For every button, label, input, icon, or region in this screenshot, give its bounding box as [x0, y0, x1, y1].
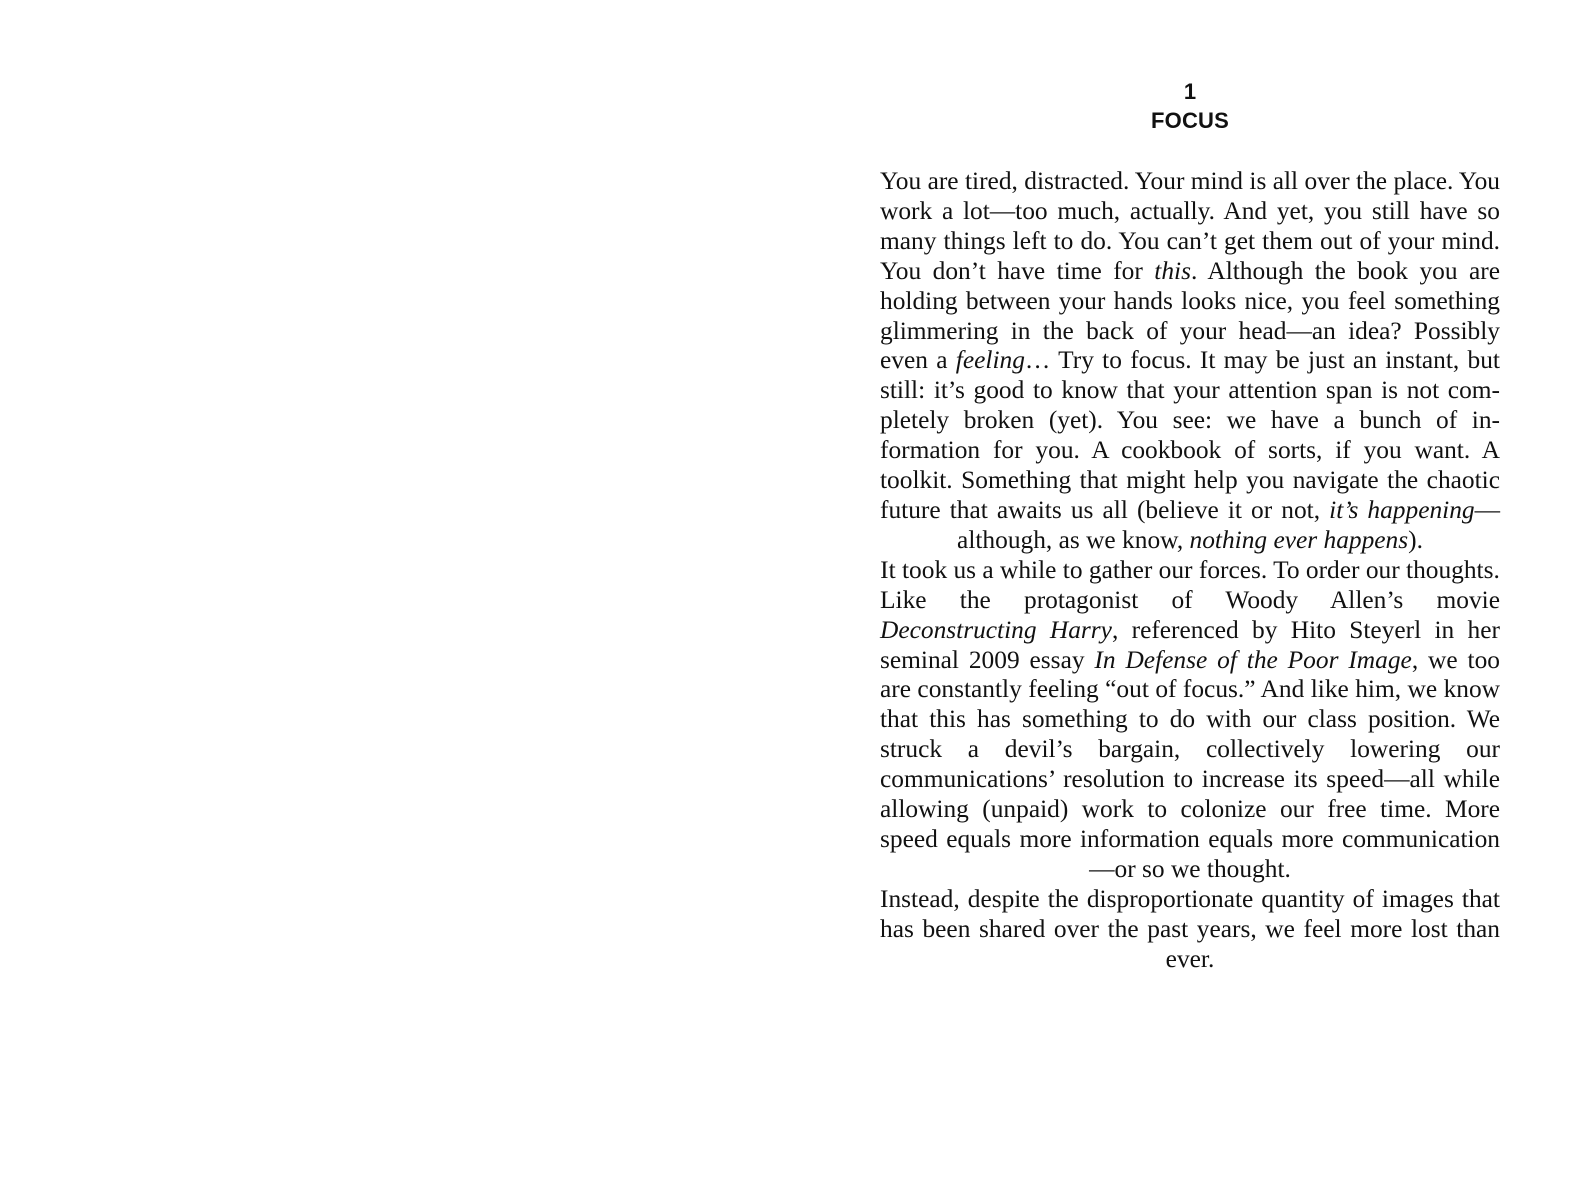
text-run: Instead, despite the disproportionate quantity of images that has been shared over the past years, we feel more lost than ever.	[880, 884, 1500, 973]
text-run: , we too are constantly feeling “out of focus.” And like him, we know that this has something to do with our class position. We struck a devil’s bargain, collectively lowering our communications’ resolution to increase its speed—all while allowing (unpaid) work to colonize our free time. More speed equals more information equals more communication—or so we thought.	[880, 645, 1500, 883]
chapter-number: 1	[1183, 79, 1197, 104]
italic-text-run: it’s happening	[1329, 495, 1475, 524]
text-run: . Although the book you are holding between your hands looks nice, you feel something glimmering in the back of your head—an idea? Possibly even a	[880, 256, 1500, 375]
text-run: You are tired, distracted. Your mind is all over the place. You work a lot—too much, actually. And yet, you still have so many things left to do. You can’t get them out of your mind. You don’t have time for	[880, 167, 1500, 285]
paragraph	[880, 167, 1500, 556]
text-run: It took us a while to gather our forces. To order our thoughts.	[880, 555, 1500, 584]
italic-text-run: nothing ever happens	[1189, 525, 1409, 554]
italic-text-run: this	[1154, 256, 1191, 285]
italic-text-run: In Defense of the Poor Image	[1094, 645, 1412, 674]
paragraph	[880, 586, 1500, 885]
paragraph	[880, 556, 1500, 586]
left-page-blank	[0, 0, 787, 1181]
chapter-body-text	[880, 167, 1500, 974]
text-run: , referenced by Hito Steyerl in her seminal 2009 essay	[880, 615, 1500, 674]
text-run: ).	[1408, 525, 1423, 554]
paragraph	[880, 885, 1500, 975]
text-run: —although, as we know,	[957, 495, 1500, 554]
text-run: Like the protagonist of Woody Allen’s movie	[880, 585, 1500, 614]
italic-text-run: Deconstructing Harry	[880, 615, 1112, 644]
chapter-heading	[880, 78, 1500, 136]
text-run: … Try to focus. It may be just an instant, but still: it’s good to know that your attention span is not completely broken (yet). You see: we have a bunch of information for you. A cookbook of sorts, if you want. A toolkit. Something that might help you navigate the chaotic future that awaits us all (believe it or not,	[880, 346, 1500, 524]
italic-text-run: feeling	[955, 346, 1025, 375]
chapter-title: FOCUS	[1151, 108, 1229, 133]
